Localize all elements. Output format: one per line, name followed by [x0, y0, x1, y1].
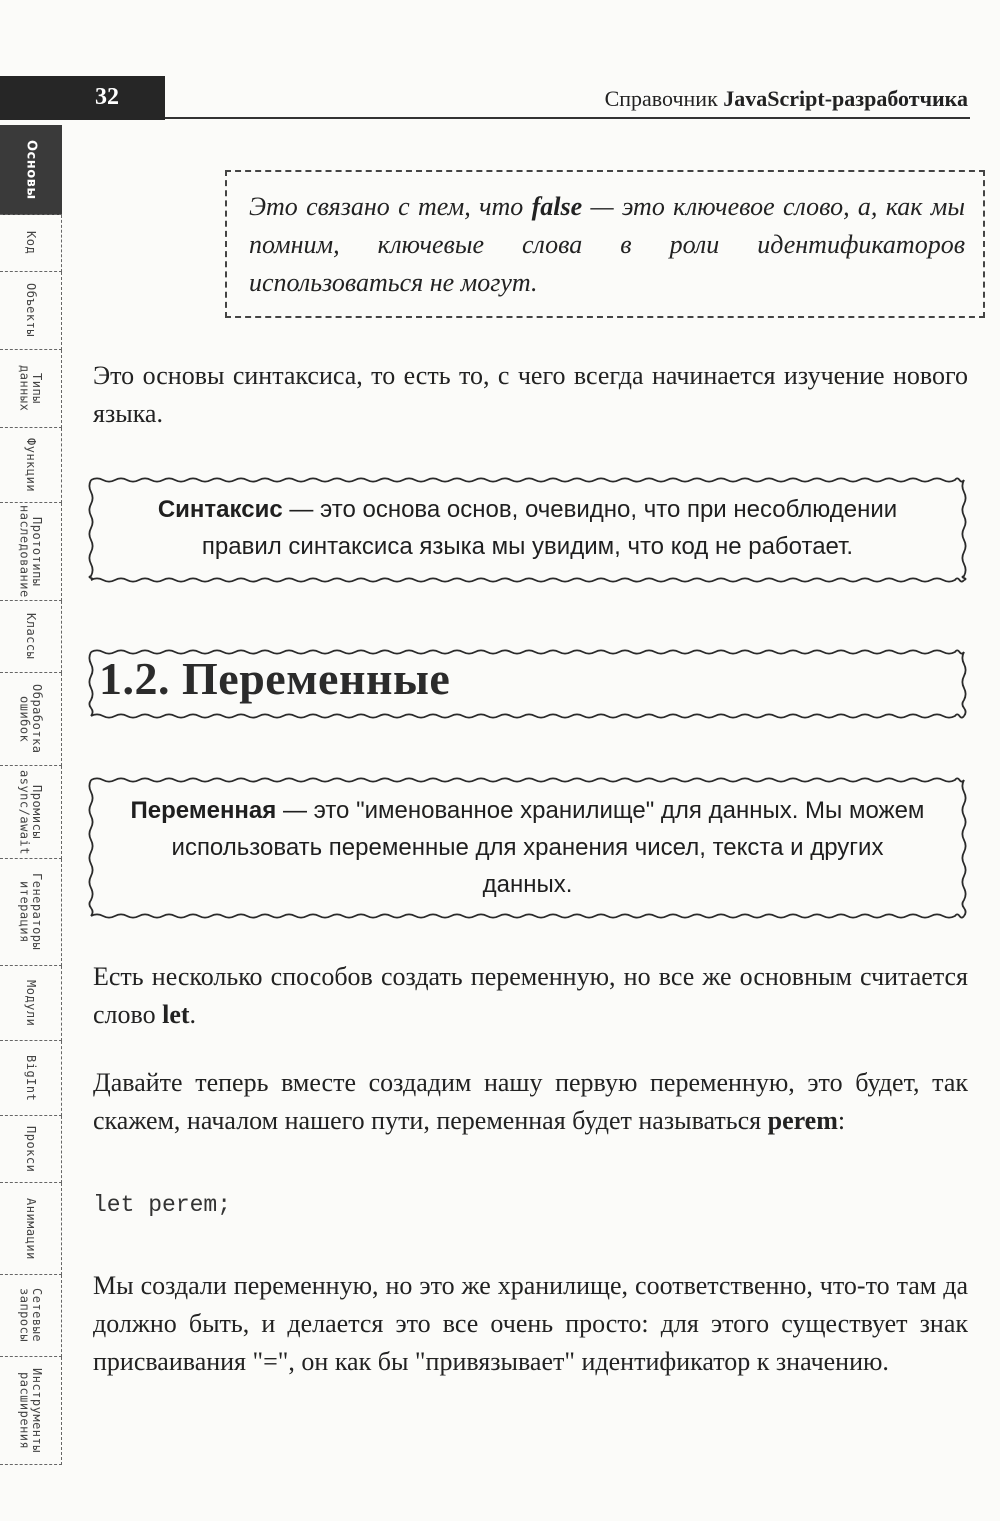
- code-example: let perem;: [93, 1192, 232, 1218]
- callout-variable: [85, 774, 970, 922]
- sidebar-tab-label: Код: [23, 231, 38, 255]
- section-heading: 1.2. Переменные: [99, 653, 451, 704]
- callout-syntax: [85, 474, 970, 586]
- section-heading-frame: [85, 646, 970, 722]
- sidebar-tab-label: Обработка ошибок: [17, 684, 45, 754]
- sidebar-tab-proxy[interactable]: [0, 1116, 62, 1183]
- sidebar-tab-label: Инструменты расширения: [17, 1368, 45, 1453]
- sidebar-tab-label: Прокси: [23, 1125, 38, 1173]
- paragraph-let-text: Есть несколько способов создать переменную, но все же основным считается слово: [93, 962, 968, 1029]
- paragraph-assignment: Мы создали переменную, но это же хранилище, соответственно, что-то там да должно быть, и делается это все очень просто: для этого существует знак присваивания "=", он как бы "привязывает" идентификатор к значению.: [93, 1271, 968, 1376]
- running-title-prefix: Справочник: [604, 86, 724, 111]
- note-text-2: — это ключевое слово, а, как мы помним, ключевые слова в роли идентификаторов использоваться не могут.: [249, 192, 965, 297]
- sidebar-tab-label: Типы данных: [17, 365, 45, 412]
- header-rule: [165, 117, 970, 119]
- callout-variable-body: — это "именованное хранилище" для данных. Мы можем использовать переменные для хранения чисел, текста и других данных.: [171, 797, 925, 898]
- sidebar-tab-label: BigInt: [23, 1054, 38, 1102]
- sidebar-tab-label: Промисы async/await: [17, 769, 45, 855]
- wave-left: [89, 480, 92, 580]
- sidebar-tab-label: Генераторы итерация: [17, 873, 45, 951]
- sidebar-tab-label: Прототипы наследование: [17, 505, 45, 598]
- sidebar-tab-tools[interactable]: [0, 1357, 62, 1465]
- wave-left: [89, 652, 92, 716]
- note-box: [225, 170, 985, 318]
- sidebar-tab-label: Функции: [23, 437, 38, 493]
- wave-right: [962, 780, 965, 916]
- sidebar-tab-objects[interactable]: [0, 272, 62, 350]
- header-bar: [0, 76, 165, 120]
- note-text-1: Это связано с тем, что: [249, 192, 532, 221]
- wave-bottom: [91, 914, 964, 917]
- wave-right: [962, 652, 965, 716]
- variable-name-perem: perem: [767, 1106, 838, 1135]
- sidebar-tab-network[interactable]: [0, 1275, 62, 1357]
- sidebar-tab-bigint[interactable]: [0, 1041, 62, 1116]
- paragraph-first-variable: [93, 1064, 968, 1140]
- sidebar-tab-label: Объекты: [23, 283, 38, 338]
- page-number: 32: [95, 84, 119, 110]
- sidebar-tab-label: Классы: [23, 613, 38, 660]
- sidebar-tab-classes[interactable]: [0, 601, 62, 673]
- callout-syntax-term: Синтаксис: [157, 496, 283, 523]
- sidebar-tab-promises[interactable]: [0, 766, 62, 859]
- sidebar-tab-prototypes[interactable]: [0, 503, 62, 601]
- sidebar-tab-code[interactable]: [0, 215, 62, 272]
- paragraph-syntax-basics: Это основы синтаксиса, то есть то, с чего всегда начинается изучение нового языка.: [93, 361, 968, 428]
- sidebar-tab-basics[interactable]: [0, 125, 62, 215]
- sidebar-tab-functions[interactable]: [0, 428, 62, 503]
- wave-top: [91, 478, 964, 481]
- paragraph-first-variable-text: Давайте теперь вместе создадим нашу первую переменную, это будет, так скажем, началом нашего пути, переменная будет называться: [93, 1068, 968, 1135]
- callout-variable-term: Переменная: [130, 797, 277, 824]
- paragraph-let: [93, 958, 968, 1034]
- sidebar-tab-data-types[interactable]: [0, 350, 62, 428]
- wave-bottom: [91, 578, 964, 581]
- sidebar-tab-animations[interactable]: [0, 1183, 62, 1275]
- keyword-let: let: [162, 1000, 190, 1029]
- sidebar-tab-label: Основы: [23, 139, 39, 200]
- callout-syntax-text: [115, 491, 940, 565]
- sidebar-tab-generators[interactable]: [0, 859, 62, 966]
- running-title: [605, 86, 968, 112]
- wave-left: [89, 780, 92, 916]
- paragraph-first-variable-end: :: [837, 1106, 846, 1135]
- sidebar-tab-label: Модули: [23, 979, 38, 1027]
- sidebar-tab-modules[interactable]: [0, 966, 62, 1041]
- callout-syntax-body: — это основа основ, очевидно, что при несоблюдении правил синтаксиса языка мы увидим, что код не работает.: [201, 496, 898, 560]
- wave-top: [91, 778, 964, 781]
- note-keyword: false: [531, 192, 583, 221]
- sidebar-tab-label: Сетевые запросы: [17, 1288, 45, 1343]
- running-title-bold: JavaScript-разработчика: [723, 86, 968, 111]
- paragraph-let-end: .: [189, 1000, 197, 1029]
- wave-right: [962, 480, 965, 580]
- sidebar-tab-label: Анимации: [23, 1197, 38, 1260]
- callout-variable-text: [125, 792, 930, 903]
- wave-bottom: [91, 714, 964, 717]
- sidebar-tab-error-handling[interactable]: [0, 673, 62, 766]
